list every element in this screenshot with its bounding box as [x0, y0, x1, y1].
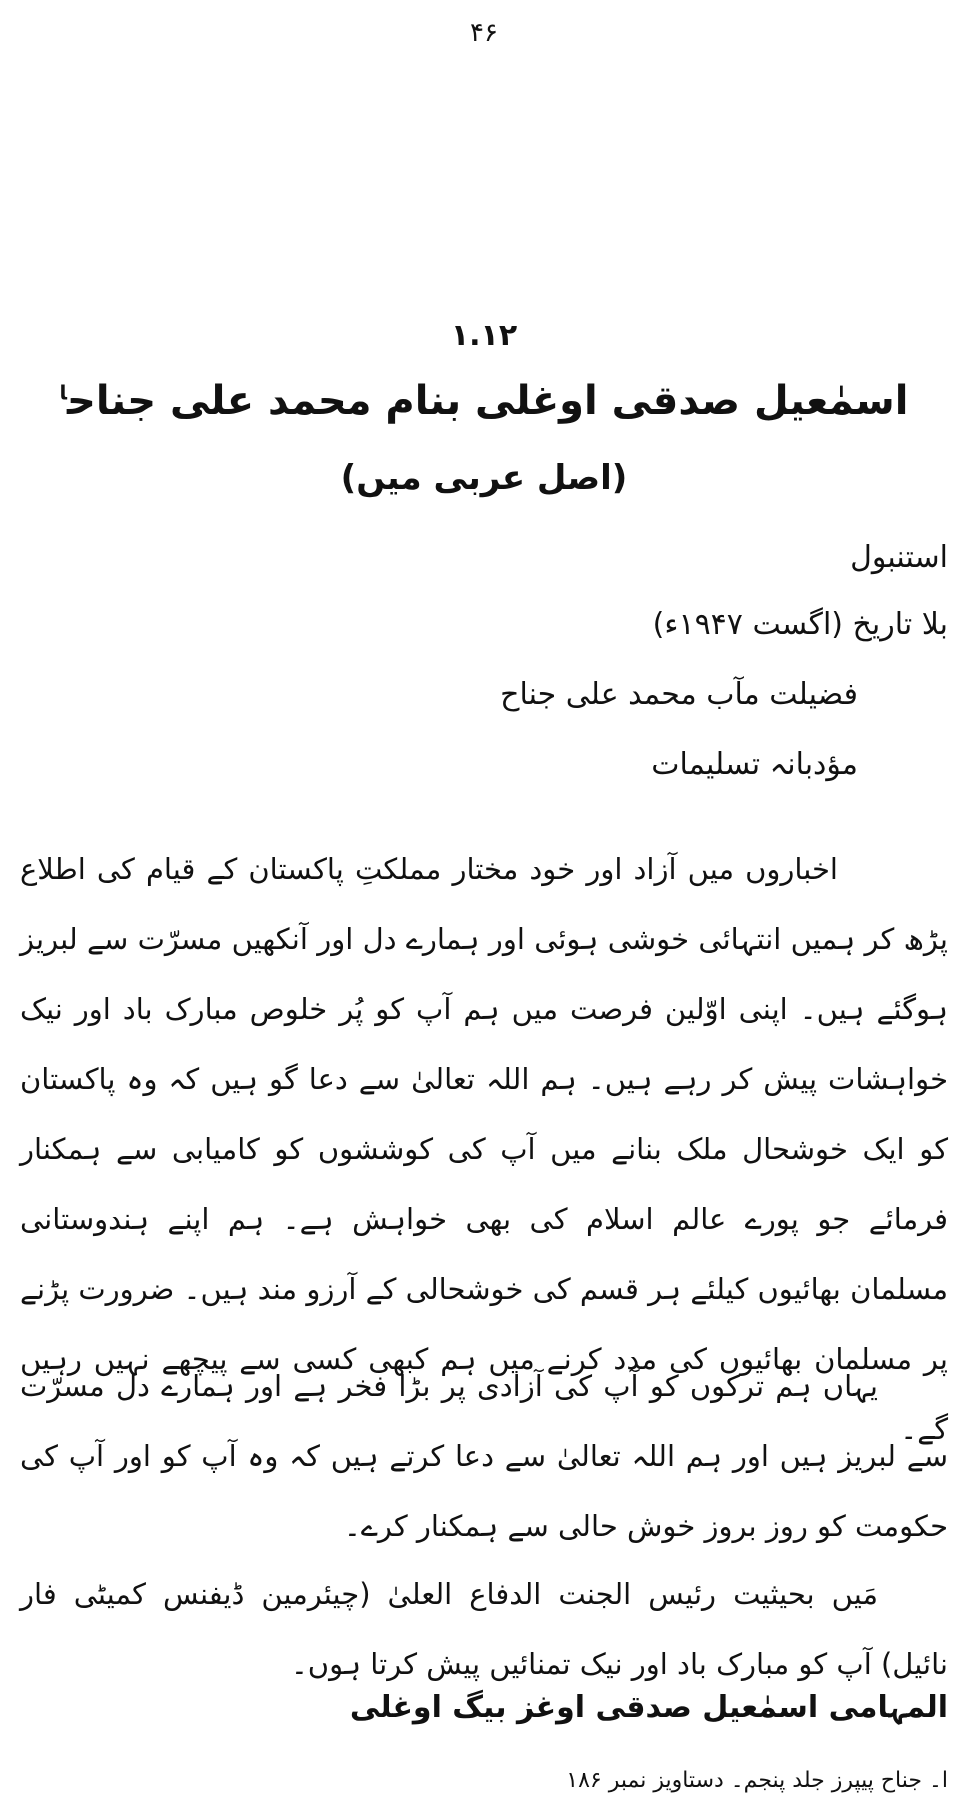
- document-number: ۱.۱۲: [450, 318, 518, 353]
- document-title-text: اسمٰعیل صدقی اوغلی بنام محمد علی جناح: [67, 378, 909, 424]
- page-number: ۴۶: [470, 18, 498, 48]
- footnote-marker: ا: [59, 380, 68, 405]
- letter-paragraph: مَیں بحیثیت رئیس الجنت الدفاع العلیٰ (چیئرمین ڈیفنس کمیٹی فار نائیل) آپ کو مبارک باد اور نیک تمنائیں پیش کرتا ہوں۔: [20, 1577, 948, 1681]
- letter-greeting: مؤدبانہ تسلیمات: [651, 747, 858, 782]
- document-title: [0, 378, 968, 424]
- letter-paragraph: اخباروں میں آزاد اور خود مختار مملکتِ پاکستان کے قیام کی اطلاع پڑھ کر ہمیں انتہائی خوشی ہوئی اور ہمارے دل اور آنکھیں مسرّت سے لبریز ہوگئے ہیں۔ اپنی اوّلین فرصت میں ہم آپ کو پُر خلوص مبارک باد اور نیک خواہشات پیش کر رہے ہیں۔ ہم اللہ تعالیٰ سے دعا گو ہیں کہ وہ پاکستان کو ایک خوشحال ملک بنانے میں آپ کی کوششوں کو کامیابی سے ہمکنار فرمائے جو پورے عالم اسلام کی بھی خواہش ہے۔ ہم اپنے ہندوستانی مسلمان بھائیوں کیلئے ہر قسم کی خوشحالی کے آرزو مند ہیں۔ ضرورت پڑنے پر مسلمان بھائیوں کی مدد کرنے میں ہم کبھی کسی سے پیچھے نہیں رہیں گے۔: [20, 852, 948, 1446]
- letter-signature: المہامی اسمٰعیل صدقی اوغز بیگ اوغلی: [349, 1690, 948, 1725]
- letter-addressee: فضیلت مآب محمد علی جناح: [500, 677, 858, 712]
- letter-date: بلا تاریخ (اگست ۱۹۴۷ء): [652, 607, 948, 642]
- document-subtitle: (اصل عربی میں): [340, 458, 628, 498]
- letter-place: استنبول: [850, 540, 948, 575]
- footnote: ا۔ جناح پیپرز جلد پنجم۔ دستاویز نمبر ۱۸۶: [566, 1768, 948, 1793]
- letter-paragraph: یہاں ہم ترکوں کو آپ کی آزادی پر بڑا فخر ہے اور ہمارے دل مسرّت سے لبریز ہیں اور ہم اللہ تعالیٰ سے دعا کرتے ہیں کہ وہ آپ کو اور آپ کی حکومت کو روز بروز خوش حالی سے ہمکنار کرے۔: [20, 1369, 948, 1543]
